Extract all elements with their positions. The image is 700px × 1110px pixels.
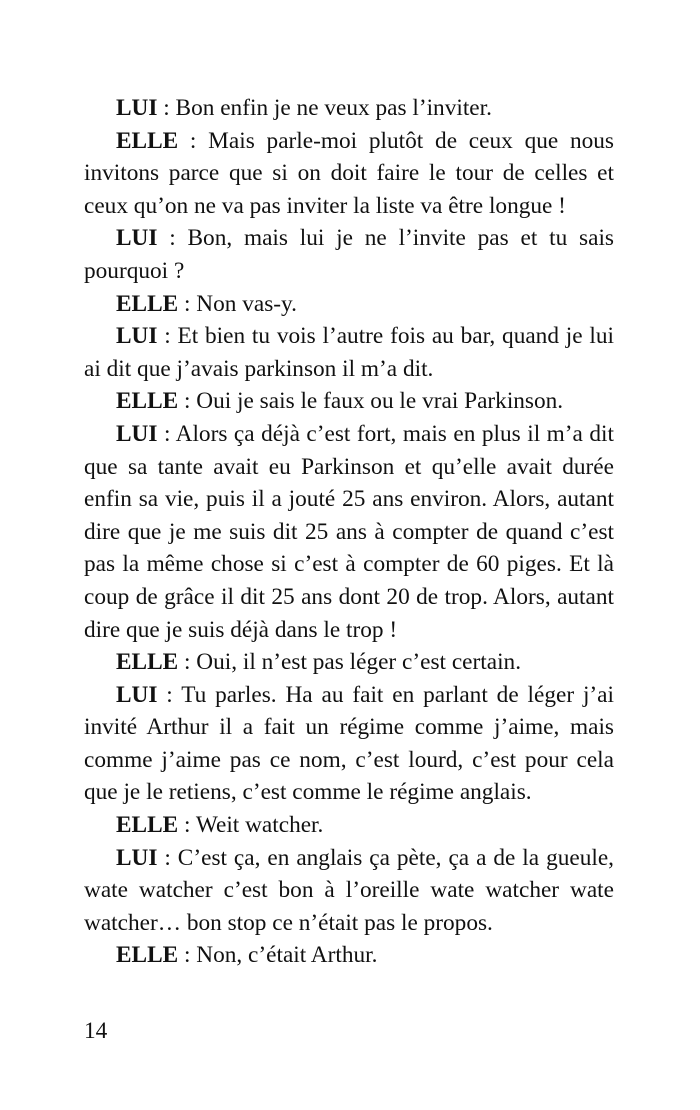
dialogue-paragraph: [84, 125, 614, 223]
speaker-name: ELLE: [116, 812, 179, 839]
dialogue-paragraph: [84, 288, 614, 321]
speaker-name: ELLE: [116, 942, 179, 969]
speaker-name: LUI: [116, 95, 158, 121]
speaker-name: ELLE: [116, 290, 179, 317]
dialogue-paragraph: [84, 646, 614, 679]
dialogue-paragraph: [84, 809, 614, 842]
dialogue-paragraph: [84, 222, 614, 287]
dialogue-line: : Tu parles. Ha au fait en parlant de léger j’ai invité Arthur il a fait un régime comme j’aime, mais comme j’aime pas ce nom, c’est lourd, c’est pour cela que je le retiens, c’est comme le régime anglais.: [84, 681, 614, 806]
dialogue-line: : Non, c’était Arthur.: [178, 942, 378, 969]
speaker-name: LUI: [116, 225, 158, 252]
dialogue-line: : Weit watcher.: [178, 812, 324, 839]
dialogue-line: : Bon enfin je ne veux pas l’inviter.: [157, 95, 492, 121]
speaker-name: ELLE: [116, 388, 179, 415]
dialogue-line: : Mais parle-moi plutôt de ceux que nous invitons parce que si on doit faire le tour de celles et ceux qu’on ne va pas inviter la liste va être longue !: [84, 127, 614, 219]
dialogue-line: : Et bien tu vois l’autre fois au bar, quand je lui ai dit que j’avais parkinson il m’a dit.: [84, 323, 614, 382]
dialogue-paragraph: [84, 92, 614, 125]
dialogue-line: : Oui je sais le faux ou le vrai Parkinson.: [178, 388, 564, 415]
speaker-name: LUI: [116, 323, 158, 350]
speaker-name: LUI: [116, 681, 158, 708]
dialogue-paragraph: [84, 320, 614, 385]
dialogue-line: : Non vas-y.: [178, 290, 297, 317]
speaker-name: LUI: [116, 844, 158, 871]
speaker-name: ELLE: [116, 127, 179, 154]
dialogue-line: : Oui, il n’est pas léger c’est certain.: [178, 649, 522, 676]
dialogue-paragraph: [84, 939, 614, 972]
dialogue-line: : Alors ça déjà c’est fort, mais en plus il m’a dit que sa tante avait eu Parkinson et qu’elle avait durée enfin sa vie, puis il a jouté 25 ans environ. Alors, autant dire que je me suis dit 25 ans à compter de quand c’est pas la même chose si c’est à compter de 60 piges. Et là coup de grâce il dit 25 ans dont 20 de trop. Alors, autant dire que je suis déjà dans le trop !: [84, 420, 614, 643]
dialogue-paragraph: [84, 385, 614, 418]
speaker-name: LUI: [116, 420, 158, 447]
speaker-name: ELLE: [116, 649, 179, 676]
dialogue-line: : C’est ça, en anglais ça pète, ça a de la gueule, wate watcher c’est bon à l’oreille wate watcher wate watcher… bon stop ce n’était pas le propos.: [84, 844, 614, 936]
dialogue-text: [84, 92, 614, 972]
dialogue-line: : Bon, mais lui je ne l’invite pas et tu sais pourquoi ?: [84, 225, 614, 284]
dialogue-paragraph: [84, 842, 614, 940]
dialogue-paragraph: [84, 418, 614, 646]
dialogue-paragraph: [84, 679, 614, 809]
page-number: 14: [84, 1018, 108, 1044]
